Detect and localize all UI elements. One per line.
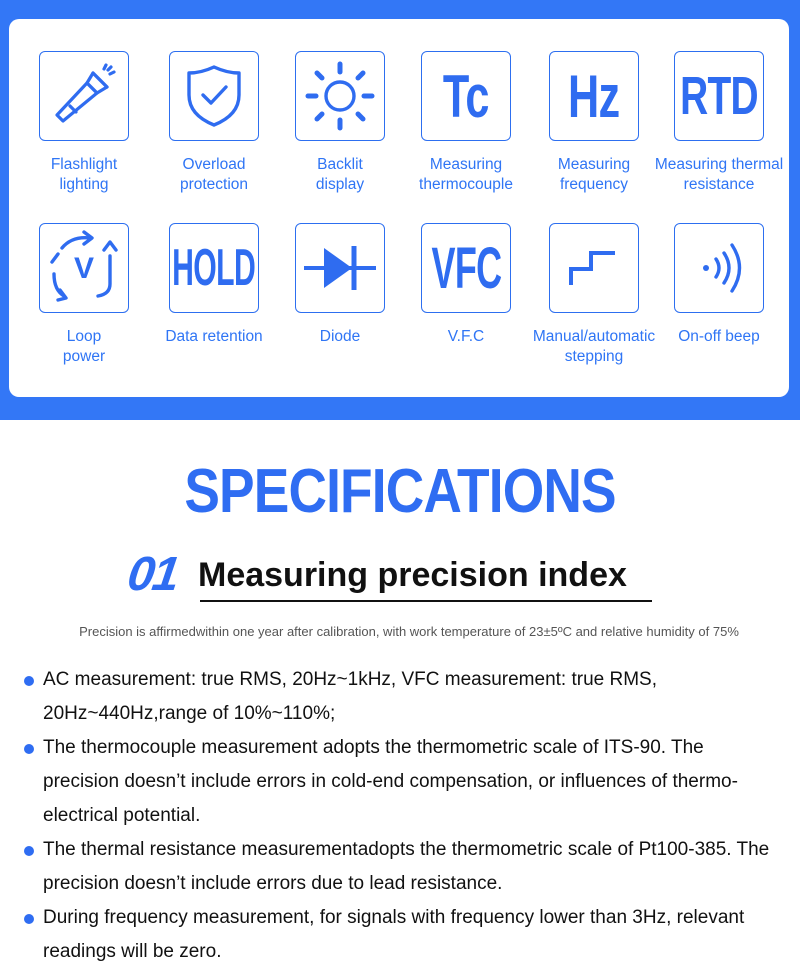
feature-label: Measuring frequency [557,156,631,193]
feature-stepping [529,223,659,367]
hold-text-icon: HOLD [172,239,256,297]
feature-label: Data retention [165,328,263,345]
sun-icon [302,58,378,134]
feature-label: Diode [319,328,361,345]
loop-v-icon [44,228,124,308]
loop-v-letter: V [73,252,95,285]
loop-icon-tile [39,223,129,313]
step-icon [559,233,629,303]
specifications-heading: SPECIFICATIONS [184,457,616,526]
spec-list [22,663,782,969]
feature-overload [149,51,279,195]
rtd-icon-tile [674,51,764,141]
hz-text-icon: Hz [568,62,620,130]
feature-diode [275,223,405,347]
hold-icon-tile [169,223,259,313]
flashlight-icon-tile [39,51,129,141]
flashlight-icon [49,61,119,131]
feature-thermocouple [401,51,531,195]
vfc-text-icon: VFC [430,235,502,301]
feature-label: Manual/automatic stepping [532,328,656,365]
rtd-text-icon: RTD [680,66,758,126]
feature-vfc [401,223,531,347]
tc-text-icon: Tc [443,62,489,130]
section-title: Measuring precision index [198,556,627,594]
feature-beep [654,223,784,347]
feature-data-retention [149,223,279,347]
feature-label: On-off beep [678,328,760,345]
tc-icon-tile [421,51,511,141]
spec-item: The thermocouple measurement adopts the thermometric scale of ITS-90. The precision doesn’t include errors in cold-end compensation, or influences of thermo-electrical potential. [22,731,782,833]
hz-icon-tile [549,51,639,141]
beep-icon [684,233,754,303]
shield-check-icon [179,61,249,131]
feature-thermal-resistance [654,51,784,195]
feature-label: V.F.C [447,328,485,345]
feature-label: Measuring thermocouple [419,156,513,193]
beep-icon-tile [674,223,764,313]
feature-frequency [529,51,659,195]
feature-label: Flashlight lighting [50,156,118,193]
feature-backlit [275,51,405,195]
shield-icon-tile [169,51,259,141]
spec-item: The thermal resistance measurementadopts the thermometric scale of Pt100-385. The precision doesn’t include errors due to lead resistance. [22,833,782,901]
feature-label: Measuring thermal resistance [654,156,784,193]
spec-item: AC measurement: true RMS, 20Hz~1kHz, VFC measurement: true RMS, 20Hz~440Hz,range of 10%~110%; [22,663,782,731]
spec-item: During frequency measurement, for signals with frequency lower than 3Hz, relevant readings will be zero. [22,901,782,969]
precision-note: Precision is affirmedwithin one year after calibration, with work temperature of 23±5ºC and relative humidity of 75% [79,624,739,639]
feature-loop-power [19,223,149,367]
diode-icon-tile [295,223,385,313]
section-number: 01 [124,548,182,601]
feature-label: Backlit display [315,156,365,193]
feature-label: Loop power [62,328,106,365]
vfc-icon-tile [421,223,511,313]
feature-flashlight [19,51,149,195]
diode-icon [300,238,380,298]
step-icon-tile [549,223,639,313]
feature-card [9,19,789,397]
feature-label: Overload protection [179,156,249,193]
sun-icon-tile [295,51,385,141]
section-underline [200,600,652,602]
